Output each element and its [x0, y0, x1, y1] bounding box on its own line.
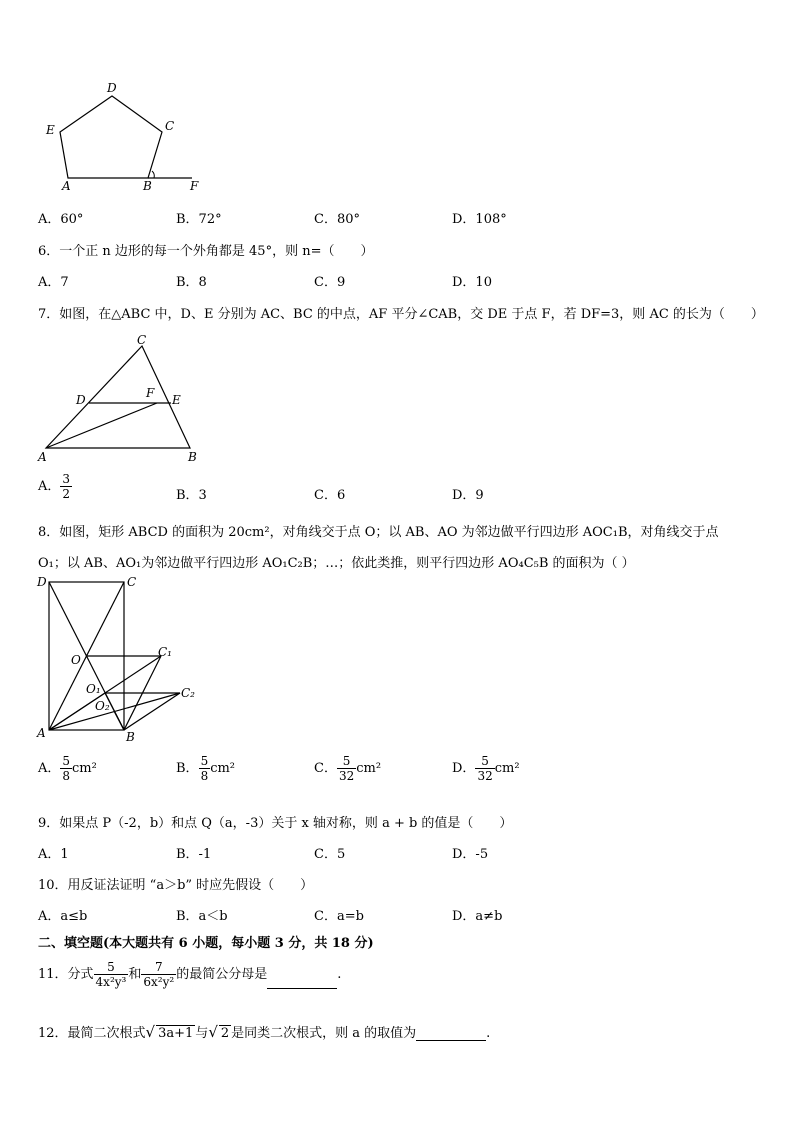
fraction-denominator: 32 [477, 769, 493, 783]
q11-fraction-1 [94, 960, 129, 989]
q8-option-a-fraction [60, 754, 72, 783]
q6-option-a[interactable]: A．7 [38, 275, 69, 290]
answer-blank[interactable] [416, 1026, 486, 1041]
label-e: E [172, 393, 181, 407]
q5-option-a[interactable]: A．60° [38, 212, 84, 227]
label-c: C [165, 119, 175, 133]
fraction-numerator: 5 [107, 960, 115, 974]
fraction-numerator: 3 [62, 472, 71, 486]
q5-option-d[interactable]: D．108° [452, 212, 507, 227]
label-d: D [76, 393, 86, 407]
fraction-numerator: 5 [481, 754, 489, 768]
label-f: F [190, 179, 199, 193]
q10-option-a[interactable]: A．a≤b [38, 909, 88, 924]
answer-blank[interactable] [267, 974, 337, 989]
q8-option-c-prefix: C． [314, 761, 337, 776]
fraction-numerator: 5 [62, 754, 71, 768]
q11-fraction-2 [141, 960, 176, 989]
q8-option-b-prefix: B． [176, 761, 199, 776]
label-a: A [62, 179, 71, 193]
fraction-numerator: 5 [342, 754, 351, 768]
label-o1: O₁ [86, 682, 101, 696]
q12-suffix: 是同类二次根式，则 a 的取值为 [231, 1026, 417, 1041]
q8-option-c-unit: cm² [356, 761, 382, 776]
q8-option-d-prefix: D． [452, 761, 476, 776]
q12-radicand-1: 3a+1 [158, 1026, 194, 1041]
q9-option-a[interactable]: A．1 [38, 847, 69, 862]
label-o2: O₂ [95, 699, 110, 713]
q8-option-a-unit: cm² [72, 761, 97, 776]
q6-option-c[interactable]: C．9 [314, 275, 346, 290]
q9-stem: 9．如果点 P（-2，b）和点 Q（a，-3）关于 x 轴对称，则 a + b 的值是（ ） [38, 816, 513, 831]
q8-option-c-fraction [337, 754, 356, 783]
q8-option-a-prefix: A． [38, 761, 61, 776]
q11-end: . [337, 967, 342, 982]
label-e: E [46, 123, 55, 137]
q11-suffix: 的最简公分母是 [176, 967, 268, 982]
segment-af [46, 403, 157, 448]
q9-option-d[interactable]: D．-5 [452, 847, 489, 862]
q12-radicand-2: 2 [220, 1026, 230, 1041]
fraction-denominator: 32 [338, 769, 355, 783]
label-b: B [126, 730, 135, 744]
q7-stem: 7．如图，在△ABC 中，D、E 分别为 AC、BC 的中点，AF 平分∠CAB，交 DE 于点 F，若 DF=3，则 AC 的长为（ ） [38, 307, 764, 322]
label-c1: C₁ [158, 645, 172, 659]
label-c: C [137, 333, 147, 347]
q7-option-d[interactable]: D．9 [452, 488, 484, 503]
triangle-figure [34, 332, 214, 464]
label-c: C [127, 575, 137, 589]
q7-option-b[interactable]: B．3 [176, 488, 207, 503]
q10-option-b[interactable]: B．a＜b [176, 909, 228, 924]
label-b: B [188, 450, 197, 464]
q8-option-d-unit: cm² [494, 761, 520, 776]
fraction-denominator: 2 [62, 487, 71, 501]
segment-c2b [124, 693, 180, 730]
q8-option-c[interactable] [314, 754, 381, 783]
q7-option-a-prefix: A． [38, 479, 61, 494]
fraction-denominator: 4x²y³ [95, 975, 127, 989]
q6-option-d[interactable]: D．10 [452, 275, 492, 290]
q6-stem: 6．一个正 n 边形的每一个外角都是 45°，则 n=（ ） [38, 244, 374, 259]
q8-option-b[interactable] [176, 754, 235, 783]
fraction-denominator: 8 [200, 769, 209, 783]
section-heading: 二、填空题(本大题共有 6 小题，每小题 3 分，共 18 分) [38, 936, 374, 951]
q9-option-c[interactable]: C．5 [314, 847, 346, 862]
q10-stem: 10．用反证法证明 “a＞b” 时应先假设（ ） [38, 878, 314, 893]
pentagon-figure [40, 78, 220, 196]
pentagon-shape [60, 96, 162, 178]
fraction-denominator: 6x²y² [143, 975, 175, 989]
label-d: D [37, 575, 47, 589]
label-c2: C₂ [181, 686, 195, 700]
q8-stem-line2: O₁；以 AB、AO₁为邻边做平行四边形 AO₁C₂B；…；依此类推，则平行四边形 AO₄C₅B 的面积为（ ） [38, 556, 635, 571]
q8-option-d-fraction [475, 754, 494, 783]
q12-mid: 与 [195, 1026, 209, 1041]
angle-arc [152, 171, 154, 178]
q5-option-b[interactable]: B．72° [176, 212, 222, 227]
q7-option-c[interactable]: C．6 [314, 488, 346, 503]
q8-option-d[interactable] [452, 754, 520, 783]
q11-prefix: 11．分式 [38, 967, 94, 982]
q8-option-b-fraction [199, 754, 211, 783]
q6-option-b[interactable]: B．8 [176, 275, 207, 290]
label-f: F [146, 386, 155, 400]
q12-stem [38, 1022, 490, 1041]
label-a: A [37, 726, 46, 740]
triangle-abc [46, 346, 190, 448]
segment-o2b [114, 711, 124, 730]
label-d: D [107, 81, 117, 95]
label-b: B [143, 179, 152, 193]
q5-option-c[interactable]: C．80° [314, 212, 360, 227]
q10-option-d[interactable]: D．a≠b [452, 909, 503, 924]
q8-option-b-unit: cm² [210, 761, 236, 776]
fraction-numerator: 7 [154, 960, 163, 974]
fraction-denominator: 8 [62, 769, 71, 783]
rectangle-figure [34, 572, 214, 744]
q12-prefix: 12．最简二次根式 [38, 1026, 146, 1041]
q10-option-c[interactable]: C．a=b [314, 909, 364, 924]
q7-option-a-fraction [60, 472, 72, 501]
q7-option-a[interactable] [38, 472, 72, 501]
q9-option-b[interactable]: B．-1 [176, 847, 212, 862]
radical-sign-icon: √ [145, 1023, 156, 1041]
label-a: A [38, 450, 47, 464]
q12-end: . [486, 1026, 491, 1041]
label-o: O [71, 653, 81, 667]
q8-stem-line1: 8．如图，矩形 ABCD 的面积为 20cm²，对角线交于点 O；以 AB、AO 为邻边做平行四边形 AOC₁B，对角线交于点 [38, 525, 719, 540]
q11-mid: 和 [128, 967, 142, 982]
q8-option-a[interactable] [38, 754, 97, 783]
fraction-numerator: 5 [200, 754, 209, 768]
q11-stem [38, 960, 341, 989]
radical-sign-icon: √ [208, 1023, 218, 1041]
